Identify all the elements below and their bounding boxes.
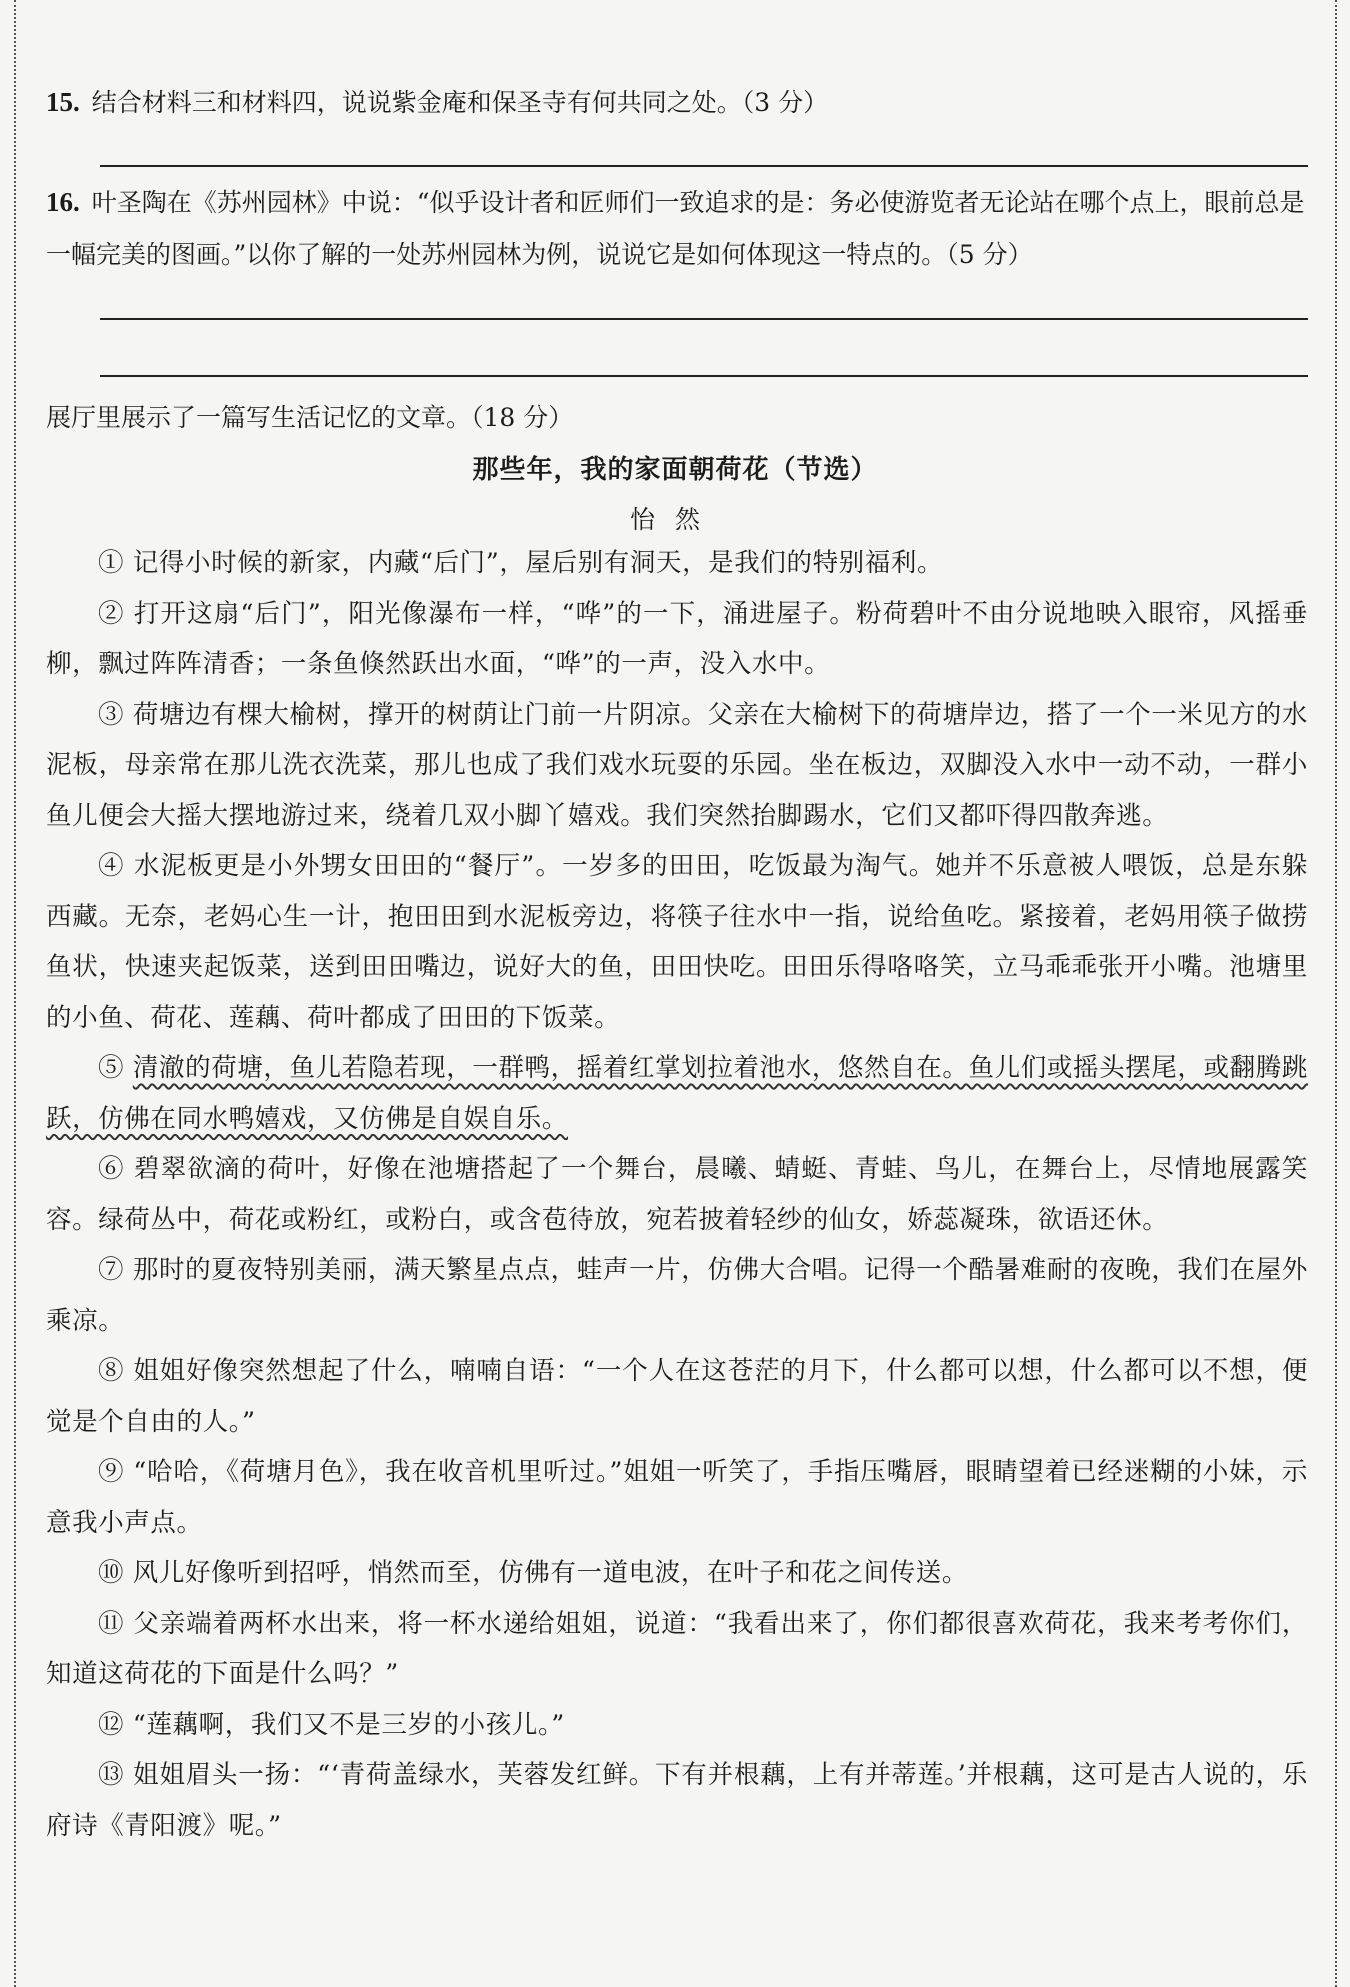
- article-paragraph: ⑩ 风儿好像听到招呼，悄然而至，仿佛有一道电波，在叶子和花之间传送。: [98, 1558, 969, 1588]
- question-number: 16.: [46, 187, 80, 217]
- answer-line-15[interactable]: [100, 165, 1308, 167]
- wavy-underlined-text: 清澈的荷塘，鱼儿若隐若现，一群鸭，摇着红掌划拉着池水，悠然自在。鱼儿们或摇头摆尾，或翻腾跳跃，仿佛在同水鸭嬉戏，又仿佛是自娱自乐。: [46, 1053, 1308, 1134]
- article-title: 那些年，我的家面朝荷花（节选）: [472, 455, 878, 485]
- article-paragraph: ⑪ 父亲端着两杯水出来，将一杯水递给姐姐，说道：“我看出来了，你们都很喜欢荷花，我来考考你们，知道这荷花的下面是什么吗？”: [46, 1608, 1308, 1689]
- question-number: 15.: [46, 87, 80, 117]
- article-paragraph: ⑧ 姐姐好像突然想起了什么，喃喃自语：“一个人在这苍茫的月下，什么都可以想，什么都可以不想，便觉是个自由的人。”: [46, 1356, 1308, 1437]
- question-15: [46, 76, 1308, 129]
- question-text: 叶圣陶在《苏州园林》中说：“似乎设计者和匠师们一致追求的是：务必使游览者无论站在哪个点上，眼前总是一幅完美的图画。”以你了解的一处苏州园林为例，说说它是如何体现这一特点的。（5 分）: [46, 188, 1305, 269]
- article-author: 怡然: [629, 505, 720, 534]
- article-paragraph: ⑨ “哈哈，《荷塘月色》，我在收音机里听过。”姐姐一听笑了，手指压嘴唇，眼睛望着已经迷糊的小妹，示意我小声点。: [46, 1457, 1308, 1538]
- question-text: 结合材料三和材料四，说说紫金庵和保圣寺有何共同之处。（3 分）: [91, 88, 829, 117]
- article-paragraph: ⑬ 姐姐眉头一扬：“‘青荷盖绿水，芙蓉发红鲜。下有并根藕，上有并蒂莲。’并根藕，这可是古人说的，乐府诗《青阳渡》呢。”: [46, 1760, 1308, 1841]
- binding-margin-line-right: [1335, 0, 1337, 1987]
- article-body: [46, 538, 1308, 1851]
- binding-margin-line-left: [14, 0, 16, 1987]
- article-paragraph: ⑫ “莲藕啊，我们又不是三岁的小孩儿。”: [98, 1709, 565, 1740]
- article-paragraph: ① 记得小时候的新家，内藏“后门”，屋后别有洞天，是我们的特别福利。: [98, 548, 944, 578]
- answer-line-16a[interactable]: [100, 318, 1308, 320]
- answer-line-16b[interactable]: [100, 375, 1308, 377]
- paragraph-number: ⑤: [98, 1053, 133, 1083]
- question-16: [46, 176, 1308, 281]
- section-intro: 展厅里展示了一篇写生活记忆的文章。（18 分）: [46, 403, 574, 432]
- article-paragraph: ② 打开这扇“后门”，阳光像瀑布一样，“哗”的一下，涌进屋子。粉荷碧叶不由分说地映入眼帘，风摇垂柳，飘过阵阵清香；一条鱼倏然跃出水面，“哗”的一声，没入水中。: [46, 598, 1308, 679]
- article-paragraph-5: [46, 1043, 1308, 1144]
- article-paragraph: ③ 荷塘边有棵大榆树，撑开的树荫让门前一片阴凉。父亲在大榆树下的荷塘岸边，搭了一个一米见方的水泥板，母亲常在那儿洗衣洗菜，那儿也成了我们戏水玩耍的乐园。坐在板边，双脚没入水中一动不动，一群小鱼儿便会大摇大摆地游过来，绕着几双小脚丫嬉戏。我们突然抬脚踢水，它们又都吓得四散奔逃。: [46, 699, 1308, 831]
- article-paragraph: ④ 水泥板更是小外甥女田田的“餐厅”。一岁多的田田，吃饭最为淘气。她并不乐意被人喂饭，总是东躲西藏。无奈，老妈心生一计，抱田田到水泥板旁边，将筷子往水中一指，说给鱼吃。紧接着，老妈用筷子做捞鱼状，快速夹起饭菜，送到田田嘴边，说好大的鱼，田田快吃。田田乐得咯咯笑，立马乖乖张开小嘴。池塘里的小鱼、荷花、莲藕、荷叶都成了田田的下饭菜。: [46, 851, 1308, 1033]
- article-paragraph: ⑥ 碧翠欲滴的荷叶，好像在池塘搭起了一个舞台，晨曦、蜻蜓、青蛙、鸟儿，在舞台上，尽情地展露笑容。绿荷丛中，荷花或粉红，或粉白，或含苞待放，宛若披着轻纱的仙女，娇蕊凝珠，欲语还休。: [46, 1154, 1308, 1235]
- article-paragraph: ⑦ 那时的夏夜特别美丽，满天繁星点点，蛙声一片，仿佛大合唱。记得一个酷暑难耐的夜晚，我们在屋外乘凉。: [46, 1255, 1308, 1336]
